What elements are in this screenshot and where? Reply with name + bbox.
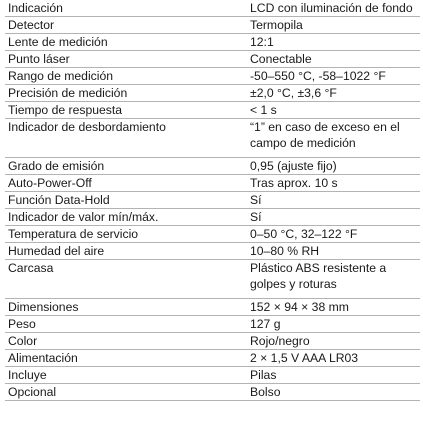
spec-label: Indicación: [5, 0, 248, 17]
spec-label: Incluye: [5, 367, 248, 384]
spec-value: ±2,0 °C, ±3,6 °F: [248, 85, 420, 102]
spec-row-carcasa: [5, 260, 420, 299]
spec-row-dimensiones: [5, 299, 420, 316]
spec-label: Humedad del aire: [5, 243, 248, 260]
spec-label: Color: [5, 333, 248, 350]
spec-row-temperatura-servicio: [5, 226, 420, 243]
spec-value: Pilas: [248, 367, 420, 384]
spec-row-tiempo-respuesta: [5, 102, 420, 119]
spec-value: 127 g: [248, 316, 420, 333]
spec-label: Tiempo de respuesta: [5, 102, 248, 119]
spec-label: Indicador de desbordamiento: [5, 119, 248, 158]
spec-value: 0–50 °C, 32–122 °F: [248, 226, 420, 243]
spec-label: Grado de emisión: [5, 158, 248, 175]
spec-label: Temperatura de servicio: [5, 226, 248, 243]
spec-value: 10–80 % RH: [248, 243, 420, 260]
spec-row-min-max: [5, 209, 420, 226]
spec-label: Carcasa: [5, 260, 248, 299]
spec-row-data-hold: [5, 192, 420, 209]
spec-value: 2 × 1,5 V AAA LR03: [248, 350, 420, 367]
spec-value: 12:1: [248, 34, 420, 51]
spec-row-emision: [5, 158, 420, 175]
spec-label: Auto-Power-Off: [5, 175, 248, 192]
spec-row-humedad: [5, 243, 420, 260]
spec-value: Rojo/negro: [248, 333, 420, 350]
spec-value: 152 × 94 × 38 mm: [248, 299, 420, 316]
spec-row-rango: [5, 68, 420, 85]
spec-label: Función Data-Hold: [5, 192, 248, 209]
spec-row-alimentacion: [5, 350, 420, 367]
spec-row-indicacion: [5, 0, 420, 17]
spec-row-precision: [5, 85, 420, 102]
spec-value: Conectable: [248, 51, 420, 68]
spec-label: Alimentación: [5, 350, 248, 367]
spec-value: “1” en caso de exceso en el campo de medición: [248, 119, 420, 158]
spec-label: Indicador de valor mín/máx.: [5, 209, 248, 226]
specifications-table: [5, 0, 420, 401]
spec-value: Sí: [248, 192, 420, 209]
spec-label: Dimensiones: [5, 299, 248, 316]
spec-label: Peso: [5, 316, 248, 333]
spec-label: Precisión de medición: [5, 85, 248, 102]
spec-row-punto-laser: [5, 51, 420, 68]
spec-value: Plástico ABS resistente a golpes y roturas: [248, 260, 420, 299]
spec-row-detector: [5, 17, 420, 34]
spec-label: Lente de medición: [5, 34, 248, 51]
spec-row-lente: [5, 34, 420, 51]
spec-label: Punto láser: [5, 51, 248, 68]
spec-row-peso: [5, 316, 420, 333]
spec-label: Opcional: [5, 384, 248, 401]
spec-value: 0,95 (ajuste fijo): [248, 158, 420, 175]
spec-row-incluye: [5, 367, 420, 384]
spec-row-auto-power-off: [5, 175, 420, 192]
spec-value: -50–550 °C, -58–1022 °F: [248, 68, 420, 85]
spec-value: < 1 s: [248, 102, 420, 119]
specifications-body: [5, 0, 420, 401]
spec-value: Sí: [248, 209, 420, 226]
spec-value: LCD con iluminación de fondo: [248, 0, 420, 17]
spec-row-color: [5, 333, 420, 350]
spec-value: Termopila: [248, 17, 420, 34]
spec-row-opcional: [5, 384, 420, 401]
spec-value: Tras aprox. 10 s: [248, 175, 420, 192]
spec-label: Rango de medición: [5, 68, 248, 85]
spec-value: Bolso: [248, 384, 420, 401]
spec-label: Detector: [5, 17, 248, 34]
spec-row-desbordamiento: [5, 119, 420, 158]
